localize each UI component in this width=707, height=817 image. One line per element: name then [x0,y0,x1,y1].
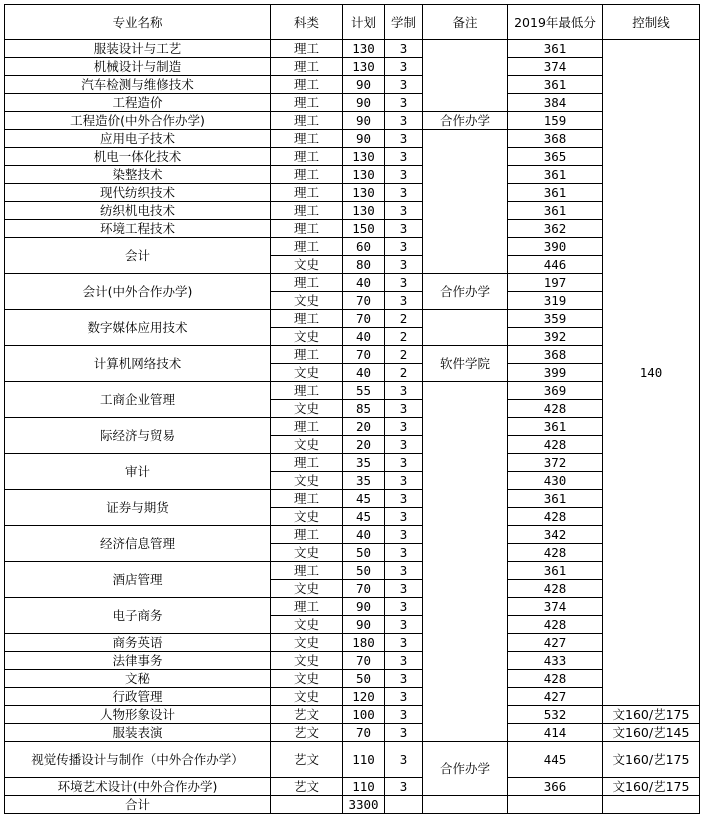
table-row [5,418,700,436]
years-cell: 3 [385,202,423,220]
total-label: 合计 [5,796,271,814]
years-cell: 3 [385,58,423,76]
min-score-cell: 159 [508,112,603,130]
min-score-cell: 414 [508,724,603,742]
major-name: 际经济与贸易 [5,418,271,454]
min-score-cell: 428 [508,670,603,688]
plan-cell: 90 [343,76,385,94]
min-score-cell: 384 [508,94,603,112]
table-row [5,40,700,58]
total-note [423,796,508,814]
note-cell: 合作办学 [423,112,508,130]
years-cell: 2 [385,346,423,364]
major-name: 服装设计与工艺 [5,40,271,58]
header-name: 专业名称 [5,5,271,40]
plan-cell: 90 [343,616,385,634]
years-cell: 3 [385,274,423,292]
category-cell: 文史 [271,634,343,652]
min-score-cell: 342 [508,526,603,544]
category-cell: 理工 [271,454,343,472]
note-cell: 合作办学 [423,274,508,310]
control-line-cell: 文160/艺145 [603,724,700,742]
min-score-cell: 428 [508,580,603,598]
min-score-cell: 197 [508,274,603,292]
plan-cell: 20 [343,436,385,454]
table-row [5,778,700,796]
total-years [385,796,423,814]
min-score-cell: 374 [508,598,603,616]
plan-cell: 50 [343,670,385,688]
category-cell: 理工 [271,166,343,184]
category-cell: 理工 [271,274,343,292]
min-score-cell: 428 [508,436,603,454]
plan-cell: 70 [343,292,385,310]
plan-cell: 90 [343,94,385,112]
category-cell: 文史 [271,580,343,598]
plan-cell: 70 [343,652,385,670]
category-cell: 文史 [271,364,343,382]
major-name: 数字媒体应用技术 [5,310,271,346]
table-row [5,148,700,166]
total-row [5,796,700,814]
table-row [5,652,700,670]
major-name: 文秘 [5,670,271,688]
category-cell: 理工 [271,76,343,94]
table-row [5,238,700,256]
category-cell: 文史 [271,652,343,670]
min-score-cell: 392 [508,328,603,346]
category-cell: 理工 [271,562,343,580]
category-cell: 文史 [271,436,343,454]
years-cell: 3 [385,670,423,688]
category-cell: 理工 [271,526,343,544]
min-score-cell: 372 [508,454,603,472]
plan-cell: 110 [343,742,385,778]
major-name: 证券与期货 [5,490,271,526]
years-cell: 2 [385,310,423,328]
control-line-cell: 文160/艺175 [603,706,700,724]
min-score-cell: 428 [508,400,603,418]
total-control [603,796,700,814]
years-cell: 3 [385,688,423,706]
years-cell: 3 [385,508,423,526]
table-row [5,274,700,292]
years-cell: 3 [385,544,423,562]
category-cell: 理工 [271,598,343,616]
min-score-cell: 532 [508,706,603,724]
min-score-cell: 361 [508,166,603,184]
years-cell: 3 [385,76,423,94]
category-cell: 理工 [271,184,343,202]
years-cell: 3 [385,652,423,670]
table-row [5,382,700,400]
table-body [5,5,700,814]
min-score-cell: 430 [508,472,603,490]
plan-cell: 130 [343,184,385,202]
category-cell: 理工 [271,382,343,400]
header-min-score: 2019年最低分 [508,5,603,40]
table-row [5,634,700,652]
header-years: 学制 [385,5,423,40]
table-row [5,76,700,94]
control-line-cell: 140 [603,40,700,706]
note-cell [423,382,508,742]
min-score-cell: 365 [508,148,603,166]
plan-cell: 50 [343,544,385,562]
major-name: 服装表演 [5,724,271,742]
table-row [5,166,700,184]
plan-cell: 130 [343,166,385,184]
min-score-cell: 428 [508,508,603,526]
years-cell: 2 [385,328,423,346]
major-name: 视觉传播设计与制作（中外合作办学） [5,742,271,778]
min-score-cell: 428 [508,616,603,634]
min-score-cell: 361 [508,40,603,58]
category-cell: 文史 [271,328,343,346]
min-score-cell: 374 [508,58,603,76]
plan-cell: 20 [343,418,385,436]
total-category [271,796,343,814]
years-cell: 3 [385,580,423,598]
header-plan: 计划 [343,5,385,40]
min-score-cell: 361 [508,490,603,508]
plan-cell: 70 [343,580,385,598]
major-name: 环境工程技术 [5,220,271,238]
major-name: 计算机网络技术 [5,346,271,382]
major-name: 工程造价(中外合作办学) [5,112,271,130]
major-name: 会计(中外合作办学) [5,274,271,310]
plan-cell: 70 [343,346,385,364]
min-score-cell: 359 [508,310,603,328]
category-cell: 文史 [271,508,343,526]
years-cell: 3 [385,490,423,508]
plan-cell: 130 [343,148,385,166]
plan-cell: 70 [343,310,385,328]
plan-cell: 40 [343,274,385,292]
min-score-cell: 368 [508,346,603,364]
table-row [5,670,700,688]
category-cell: 艺文 [271,724,343,742]
category-cell: 文史 [271,292,343,310]
enrollment-plan-table [4,4,700,814]
plan-cell: 120 [343,688,385,706]
years-cell: 3 [385,184,423,202]
min-score-cell: 427 [508,688,603,706]
category-cell: 文史 [271,670,343,688]
plan-cell: 90 [343,112,385,130]
table-row [5,220,700,238]
plan-cell: 90 [343,130,385,148]
plan-cell: 90 [343,598,385,616]
min-score-cell: 427 [508,634,603,652]
min-score-cell: 428 [508,544,603,562]
table-row [5,202,700,220]
total-plan: 3300 [343,796,385,814]
years-cell: 3 [385,418,423,436]
years-cell: 3 [385,94,423,112]
category-cell: 理工 [271,40,343,58]
category-cell: 理工 [271,130,343,148]
category-cell: 理工 [271,112,343,130]
table-row [5,724,700,742]
plan-cell: 35 [343,454,385,472]
category-cell: 理工 [271,490,343,508]
years-cell: 3 [385,292,423,310]
table-row [5,526,700,544]
plan-cell: 55 [343,382,385,400]
table-row [5,454,700,472]
category-cell: 文史 [271,256,343,274]
major-name: 商务英语 [5,634,271,652]
major-name: 电子商务 [5,598,271,634]
plan-cell: 150 [343,220,385,238]
years-cell: 3 [385,742,423,778]
table-row [5,742,700,778]
major-name: 染整技术 [5,166,271,184]
plan-cell: 40 [343,364,385,382]
category-cell: 艺文 [271,778,343,796]
table-row [5,706,700,724]
years-cell: 3 [385,436,423,454]
category-cell: 理工 [271,238,343,256]
major-name: 汽车检测与维修技术 [5,76,271,94]
major-name: 经济信息管理 [5,526,271,562]
major-name: 行政管理 [5,688,271,706]
table-row [5,490,700,508]
major-name: 法律事务 [5,652,271,670]
major-name: 现代纺织技术 [5,184,271,202]
min-score-cell: 445 [508,742,603,778]
years-cell: 3 [385,112,423,130]
table-row [5,112,700,130]
years-cell: 3 [385,526,423,544]
category-cell: 理工 [271,310,343,328]
years-cell: 3 [385,706,423,724]
note-cell [423,130,508,274]
years-cell: 3 [385,400,423,418]
major-name: 环境艺术设计(中外合作办学) [5,778,271,796]
min-score-cell: 399 [508,364,603,382]
years-cell: 3 [385,634,423,652]
control-line-cell: 文160/艺175 [603,742,700,778]
min-score-cell: 368 [508,130,603,148]
control-line-cell: 文160/艺175 [603,778,700,796]
header-control: 控制线 [603,5,700,40]
major-name: 机械设计与制造 [5,58,271,76]
plan-cell: 50 [343,562,385,580]
min-score-cell: 361 [508,202,603,220]
min-score-cell: 369 [508,382,603,400]
category-cell: 理工 [271,94,343,112]
table-row [5,94,700,112]
plan-cell: 60 [343,238,385,256]
min-score-cell: 361 [508,76,603,94]
years-cell: 3 [385,454,423,472]
plan-cell: 45 [343,490,385,508]
header-category: 科类 [271,5,343,40]
major-name: 应用电子技术 [5,130,271,148]
plan-cell: 100 [343,706,385,724]
years-cell: 3 [385,778,423,796]
header-row [5,5,700,40]
years-cell: 3 [385,166,423,184]
years-cell: 3 [385,616,423,634]
note-cell [423,40,508,112]
category-cell: 艺文 [271,742,343,778]
category-cell: 文史 [271,472,343,490]
plan-cell: 130 [343,58,385,76]
years-cell: 3 [385,220,423,238]
major-name: 会计 [5,238,271,274]
category-cell: 文史 [271,688,343,706]
category-cell: 文史 [271,400,343,418]
plan-cell: 80 [343,256,385,274]
category-cell: 艺文 [271,706,343,724]
plan-cell: 40 [343,328,385,346]
min-score-cell: 319 [508,292,603,310]
table-row [5,58,700,76]
category-cell: 理工 [271,148,343,166]
table-row [5,184,700,202]
plan-cell: 130 [343,202,385,220]
plan-cell: 180 [343,634,385,652]
major-name: 工程造价 [5,94,271,112]
min-score-cell: 390 [508,238,603,256]
category-cell: 文史 [271,544,343,562]
years-cell: 3 [385,40,423,58]
years-cell: 3 [385,256,423,274]
category-cell: 理工 [271,418,343,436]
years-cell: 3 [385,598,423,616]
years-cell: 2 [385,364,423,382]
table-row [5,688,700,706]
years-cell: 3 [385,148,423,166]
note-cell: 合作办学 [423,742,508,796]
header-note: 备注 [423,5,508,40]
major-name: 纺织机电技术 [5,202,271,220]
years-cell: 3 [385,562,423,580]
table-row [5,346,700,364]
note-cell: 软件学院 [423,346,508,382]
table-row [5,130,700,148]
table-row [5,310,700,328]
category-cell: 理工 [271,202,343,220]
plan-cell: 40 [343,526,385,544]
min-score-cell: 362 [508,220,603,238]
plan-cell: 130 [343,40,385,58]
min-score-cell: 361 [508,418,603,436]
category-cell: 文史 [271,616,343,634]
major-name: 酒店管理 [5,562,271,598]
plan-cell: 110 [343,778,385,796]
years-cell: 3 [385,472,423,490]
major-name: 人物形象设计 [5,706,271,724]
table-row [5,598,700,616]
years-cell: 3 [385,130,423,148]
category-cell: 理工 [271,58,343,76]
plan-cell: 85 [343,400,385,418]
note-cell [423,310,508,346]
major-name: 机电一体化技术 [5,148,271,166]
plan-cell: 45 [343,508,385,526]
years-cell: 3 [385,724,423,742]
min-score-cell: 433 [508,652,603,670]
major-name: 审计 [5,454,271,490]
total-min-score [508,796,603,814]
plan-cell: 35 [343,472,385,490]
min-score-cell: 361 [508,562,603,580]
category-cell: 理工 [271,346,343,364]
min-score-cell: 446 [508,256,603,274]
years-cell: 3 [385,382,423,400]
table-row [5,562,700,580]
years-cell: 3 [385,238,423,256]
category-cell: 理工 [271,220,343,238]
min-score-cell: 366 [508,778,603,796]
plan-cell: 70 [343,724,385,742]
major-name: 工商企业管理 [5,382,271,418]
min-score-cell: 361 [508,184,603,202]
